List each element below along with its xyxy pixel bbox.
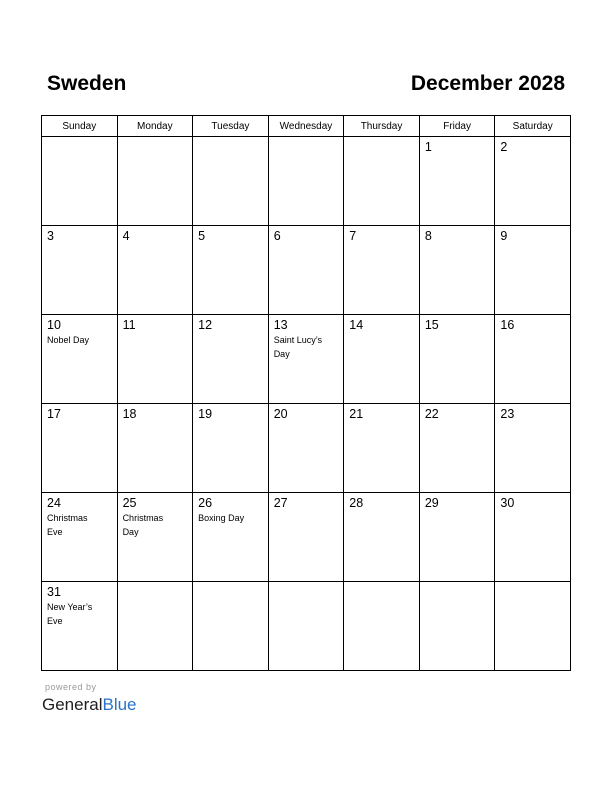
day-cell bbox=[193, 315, 269, 404]
brand-general-text: General bbox=[42, 695, 103, 714]
day-cell bbox=[268, 582, 344, 671]
day-number: 9 bbox=[500, 229, 508, 243]
day-number: 14 bbox=[349, 318, 364, 332]
day-cell bbox=[117, 226, 193, 315]
holiday-label: Saint Lucy’s Day bbox=[273, 335, 323, 359]
day-number: 21 bbox=[349, 407, 364, 421]
day-number: 13 bbox=[273, 318, 288, 332]
day-cell bbox=[268, 493, 344, 582]
day-cell bbox=[419, 315, 495, 404]
day-number: 7 bbox=[349, 229, 357, 243]
day-cell bbox=[419, 582, 495, 671]
country-title: Sweden bbox=[47, 72, 127, 95]
holiday-label: Christmas Eve bbox=[47, 513, 88, 537]
day-cell bbox=[117, 493, 193, 582]
holiday-label: New Year’s Eve bbox=[47, 602, 93, 626]
day-number: 22 bbox=[424, 407, 439, 421]
day-number: 4 bbox=[122, 229, 130, 243]
day-number: 17 bbox=[47, 407, 61, 421]
day-number: 19 bbox=[198, 407, 213, 421]
holiday-label: Boxing Day bbox=[198, 513, 245, 523]
week-row bbox=[42, 226, 571, 315]
week-row bbox=[42, 493, 571, 582]
holiday-label: Nobel Day bbox=[47, 335, 90, 345]
day-cell bbox=[344, 404, 420, 493]
weekday-header-wednesday: Wednesday bbox=[268, 116, 344, 137]
day-number: 2 bbox=[500, 140, 508, 154]
day-number: 15 bbox=[424, 318, 439, 332]
day-number: 27 bbox=[273, 496, 288, 510]
weekday-header-row bbox=[42, 116, 571, 137]
day-cell bbox=[42, 404, 118, 493]
day-cell bbox=[495, 315, 571, 404]
day-cell bbox=[495, 226, 571, 315]
day-cell bbox=[344, 582, 420, 671]
weekday-header-sunday: Sunday bbox=[42, 116, 118, 137]
powered-by-label: powered by bbox=[45, 682, 97, 692]
calendar-grid bbox=[41, 115, 571, 671]
day-number: 10 bbox=[47, 318, 61, 332]
day-number: 30 bbox=[500, 496, 515, 510]
day-number: 23 bbox=[500, 407, 515, 421]
day-number: 16 bbox=[500, 318, 515, 332]
day-cell bbox=[117, 137, 193, 226]
day-number: 24 bbox=[47, 496, 61, 510]
day-cell bbox=[268, 226, 344, 315]
day-cell bbox=[419, 137, 495, 226]
day-cell bbox=[117, 404, 193, 493]
day-number: 18 bbox=[122, 407, 137, 421]
day-cell bbox=[419, 404, 495, 493]
day-number: 3 bbox=[47, 229, 54, 243]
weekday-header-thursday: Thursday bbox=[344, 116, 420, 137]
day-number: 5 bbox=[198, 229, 206, 243]
weekday-header-monday: Monday bbox=[117, 116, 193, 137]
day-cell bbox=[42, 582, 118, 671]
weekday-header-friday: Friday bbox=[419, 116, 495, 137]
day-number: 26 bbox=[198, 496, 213, 510]
week-row bbox=[42, 315, 571, 404]
day-number: 6 bbox=[273, 229, 281, 243]
weekday-header-tuesday: Tuesday bbox=[193, 116, 269, 137]
day-cell bbox=[42, 137, 118, 226]
day-cell bbox=[42, 226, 118, 315]
weekday-header-saturday: Saturday bbox=[495, 116, 571, 137]
footer-branding bbox=[42, 682, 137, 716]
day-cell bbox=[495, 582, 571, 671]
day-cell bbox=[42, 315, 118, 404]
generalblue-logo bbox=[42, 694, 137, 716]
day-cell bbox=[268, 315, 344, 404]
day-number: 28 bbox=[349, 496, 364, 510]
week-row bbox=[42, 582, 571, 671]
day-number: 29 bbox=[424, 496, 439, 510]
day-cell bbox=[495, 404, 571, 493]
day-number: 20 bbox=[273, 407, 288, 421]
day-cell bbox=[193, 137, 269, 226]
day-cell bbox=[117, 582, 193, 671]
brand-blue-text: Blue bbox=[102, 695, 137, 714]
day-number: 1 bbox=[424, 140, 432, 154]
month-year-title: December 2028 bbox=[410, 72, 565, 95]
day-cell bbox=[193, 582, 269, 671]
day-cell bbox=[344, 315, 420, 404]
day-cell bbox=[42, 493, 118, 582]
day-cell bbox=[193, 493, 269, 582]
day-cell bbox=[495, 137, 571, 226]
day-cell bbox=[193, 404, 269, 493]
day-number: 25 bbox=[122, 496, 137, 510]
day-number: 8 bbox=[424, 229, 432, 243]
day-cell bbox=[344, 226, 420, 315]
day-cell bbox=[495, 493, 571, 582]
week-row bbox=[42, 137, 571, 226]
day-cell bbox=[117, 315, 193, 404]
day-number: 11 bbox=[122, 318, 136, 332]
day-cell bbox=[419, 493, 495, 582]
day-number: 12 bbox=[198, 318, 213, 332]
day-cell bbox=[268, 137, 344, 226]
day-cell bbox=[419, 226, 495, 315]
holiday-label: Christmas Day bbox=[122, 513, 164, 537]
day-cell bbox=[193, 226, 269, 315]
day-number: 31 bbox=[47, 585, 61, 599]
day-cell bbox=[344, 137, 420, 226]
day-cell bbox=[268, 404, 344, 493]
week-row bbox=[42, 404, 571, 493]
day-cell bbox=[344, 493, 420, 582]
